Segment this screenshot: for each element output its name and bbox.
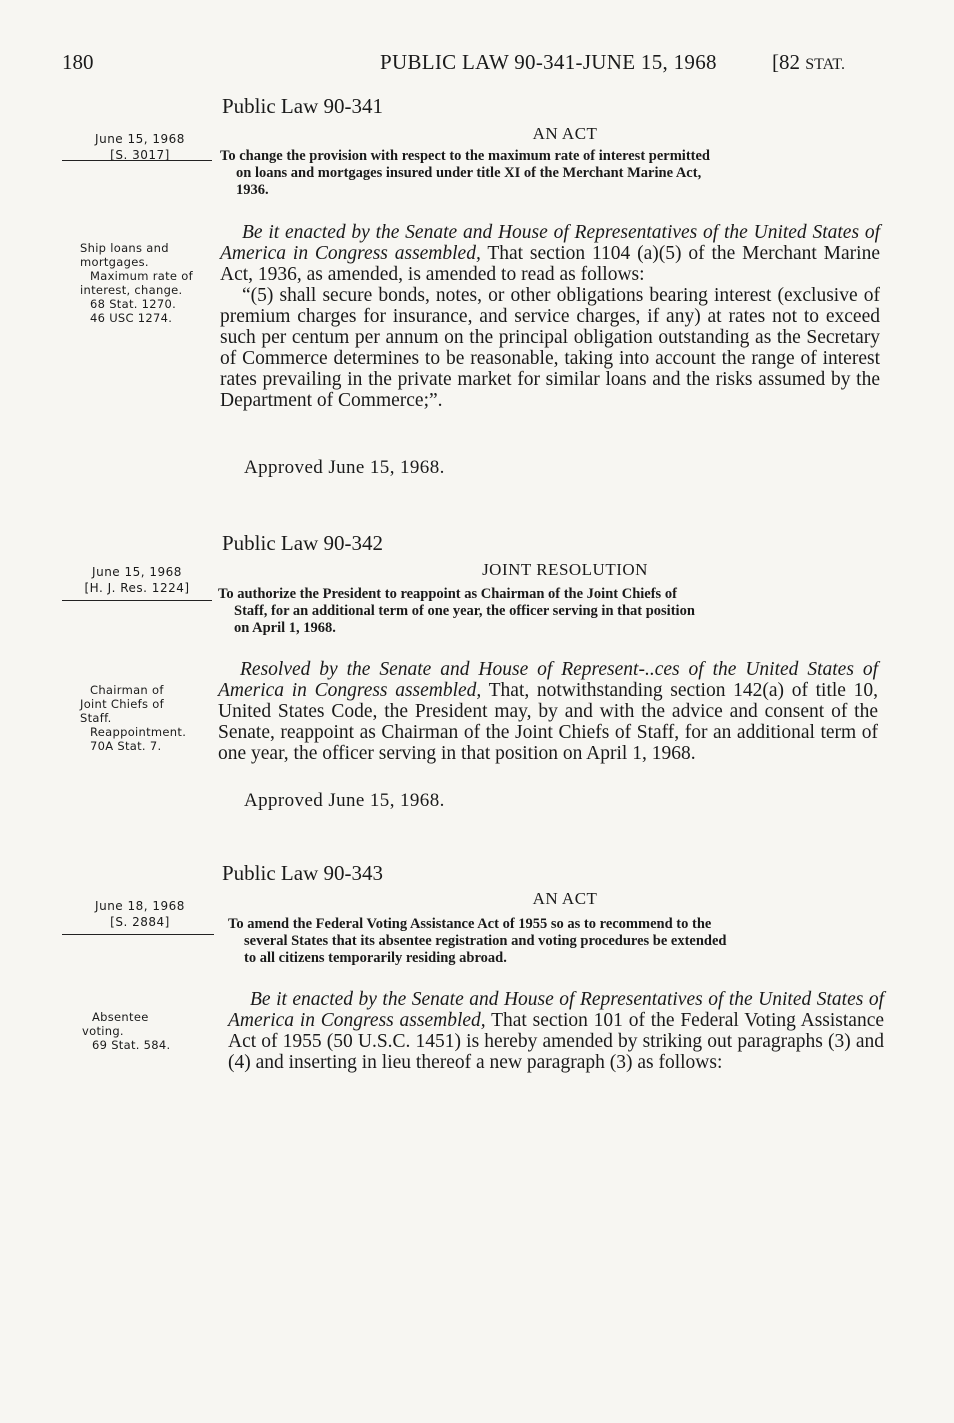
enacting-clause-90-343: Be it enacted by the Senate and House of Representatives of the United States of America in Congress assembled, That section 101 of the Federal Voting Assistance Act of 1955 (50 U.S.C. 1451) is hereby amended by striking out paragraphs (3) and (4) and inserting in lieu thereof a new paragraph (3) as follows: xyxy=(228,989,885,1073)
statute-volume: [82 STAT. xyxy=(772,50,846,74)
approved-90-342: Approved June 15, 1968. xyxy=(244,790,445,811)
margin-note-90-342: Chairman of Joint Chiefs of Staff. Reappointment. 70A Stat. 7. xyxy=(80,683,187,753)
act-type-90-341: AN ACT xyxy=(532,124,598,143)
margin-note-90-341: Ship loans and mortgages. Maximum rate of interest, change. 68 Stat. 1270. 46 USC 1274. xyxy=(80,241,193,325)
act-type-90-342: JOINT RESOLUTION xyxy=(482,560,648,579)
enactment-date-90-341: June 15, 1968 [S. 3017] xyxy=(95,132,185,162)
law-title-90-342: Public Law 90-342 xyxy=(222,531,383,555)
margin-rule xyxy=(62,600,212,601)
running-header-title: PUBLIC LAW 90-341-JUNE 15, 1968 xyxy=(380,50,717,74)
approved-90-341: Approved June 15, 1968. xyxy=(244,457,445,478)
purpose-90-343: To amend the Federal Voting Assistance Act of 1955 so as to recommend to the several States that its absentee registration and voting procedures be extended to all citizens temporarily residing abroad. xyxy=(228,916,727,966)
amended-text-90-341: “(5) shall secure bonds, notes, or other obligations bearing interest (exclusive of premium charges for insurance, and service charges, if any) at rates not to exceed such per centum per annum on the principal obligation outstanding as the Secretary of Commerce determines to be reasonable, taking into account the range of interest rates prevailing in the private market for similar loans and the risks assumed by the Department of Commerce;”. xyxy=(220,285,880,411)
page-number: 180 xyxy=(62,50,94,74)
purpose-90-342: To authorize the President to reappoint as Chairman of the Joint Chiefs of Staff, for an additional term of one year, the officer serving in that position on April 1, 1968. xyxy=(218,586,695,636)
enacting-clause-90-341: Be it enacted by the Senate and House of Representatives of the United States of America in Congress assembled, That section 1104 (a)(5) of the Merchant Marine Act, 1936, as amended, is amended to read as follows: “(5) shall secure bonds, notes, or other obligations bearing interest (exclusive of premium charges for insurance, and service charges, if any) at rates not to exceed such per centum per annum on the principal obligation outstanding as the Secretary of Commerce determines to be reasonable, taking into account the range of interest rates prevailing in the private market for similar loans and the risks assumed by the Department of Commerce;”. xyxy=(220,222,880,411)
margin-note-90-343: Absentee voting. 69 Stat. 584. xyxy=(82,1010,171,1052)
resolving-clause-90-342: Resolved by the Senate and House of Represent-..ces of the United States of America in Congress assembled, That, notwithstanding section 142(a) of title 10, United States Code, the President may, by and with the advice and consent of the Senate, reappoint as Chairman of the Joint Chiefs of Staff, for an additional term of one year, the officer serving in that position on April 1, 1968. xyxy=(218,659,878,764)
enactment-date-90-342: June 15, 1968 [H. J. Res. 1224] xyxy=(84,565,190,595)
margin-rule xyxy=(62,160,212,161)
law-title-90-341: Public Law 90-341 xyxy=(222,94,383,118)
purpose-90-341: To change the provision with respect to the maximum rate of interest permitted on loans and mortgages insured under title XI of the Merchant Marine Act, 1936. xyxy=(220,148,710,198)
enactment-date-90-343: June 18, 1968 [S. 2884] xyxy=(95,899,185,929)
act-type-90-343: AN ACT xyxy=(532,889,598,908)
law-title-90-343: Public Law 90-343 xyxy=(222,861,383,885)
margin-rule xyxy=(62,934,214,935)
